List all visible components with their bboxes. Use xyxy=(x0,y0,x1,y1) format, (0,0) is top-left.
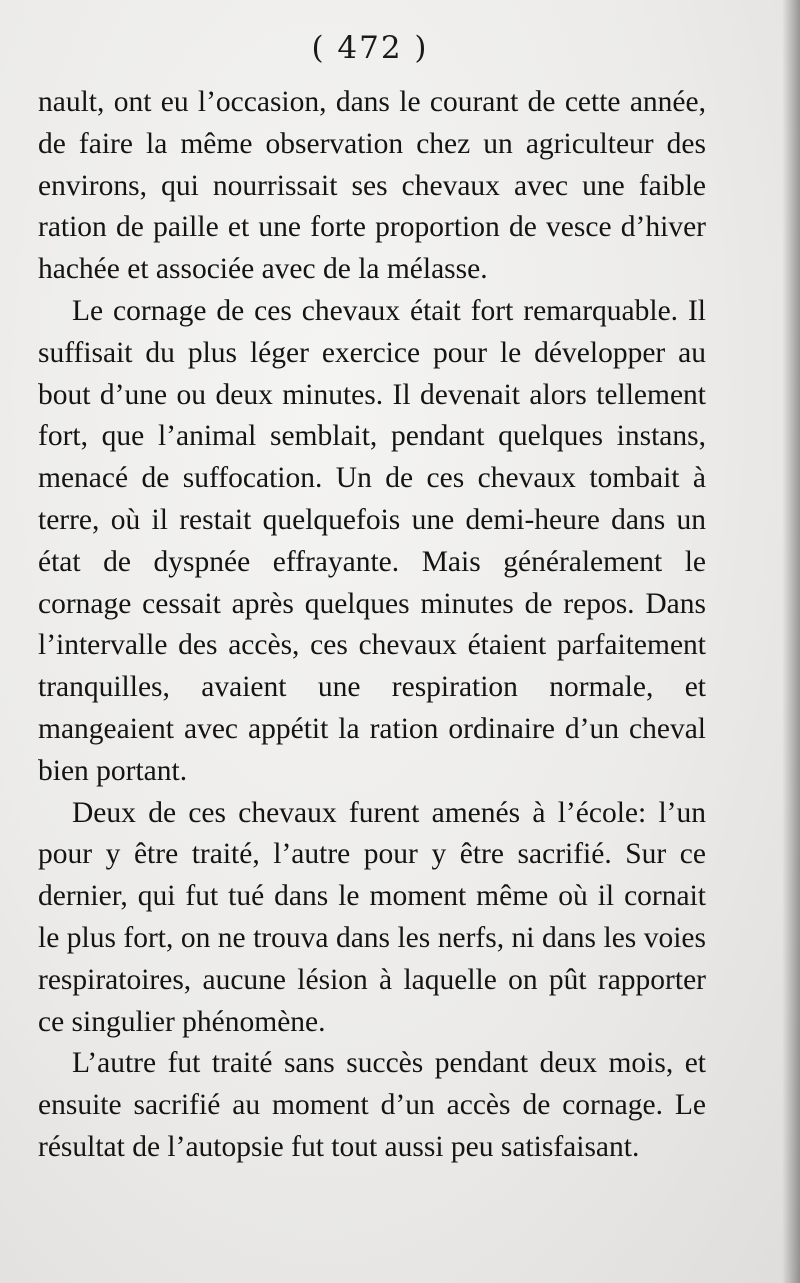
page-body-text xyxy=(38,82,706,1169)
paragraph-other-horse: L’autre fut traité sans succès pendant deux mois, et ensuite sacrifié au moment d’un accès de cornage. Le résultat de l’autopsie fut tout aussi peu satisfaisant. xyxy=(38,1047,706,1163)
paragraph-two-horses: Deux de ces chevaux furent amenés à l’école: l’un pour y être traité, l’autre pour y être sacrifié. Sur ce dernier, qui fut tué dans le moment même où il cornait le plus fort, on ne trouva dans les nerfs, ni dans les voies respiratoires, aucune lésion à laquelle on pût rapporter ce singulier phénomène. xyxy=(38,796,706,1038)
paragraph-continued: nault, ont eu l’occasion, dans le courant de cette année, de faire la même observation chez un agriculteur des environs, qui nourrissait ses chevaux avec une faible ration de paille et une forte proportion de vesce d’hiver hachée et associée avec de la mélasse. xyxy=(38,86,706,286)
paragraph-cornage-description: Le cornage de ces chevaux était fort remarquable. Il suffisait du plus léger exercice pour le développer au bout d’une ou deux minutes. Il devenait alors tellement fort, que l’animal semblait, pendant quelques instans, menacé de suffocation. Un de ces chevaux tombait à terre, où il restait quelquefois une demi-heure dans un état de dyspnée effrayante. Mais généralement le cornage cessait après quelques minutes de repos. Dans l’intervalle des accès, ces chevaux étaient parfaitement tranquilles, avaient une respiration normale, et mangeaient avec appétit la ration ordinaire d’un cheval bien portant. xyxy=(38,294,706,787)
page-number: ( 472 ) xyxy=(311,30,429,66)
